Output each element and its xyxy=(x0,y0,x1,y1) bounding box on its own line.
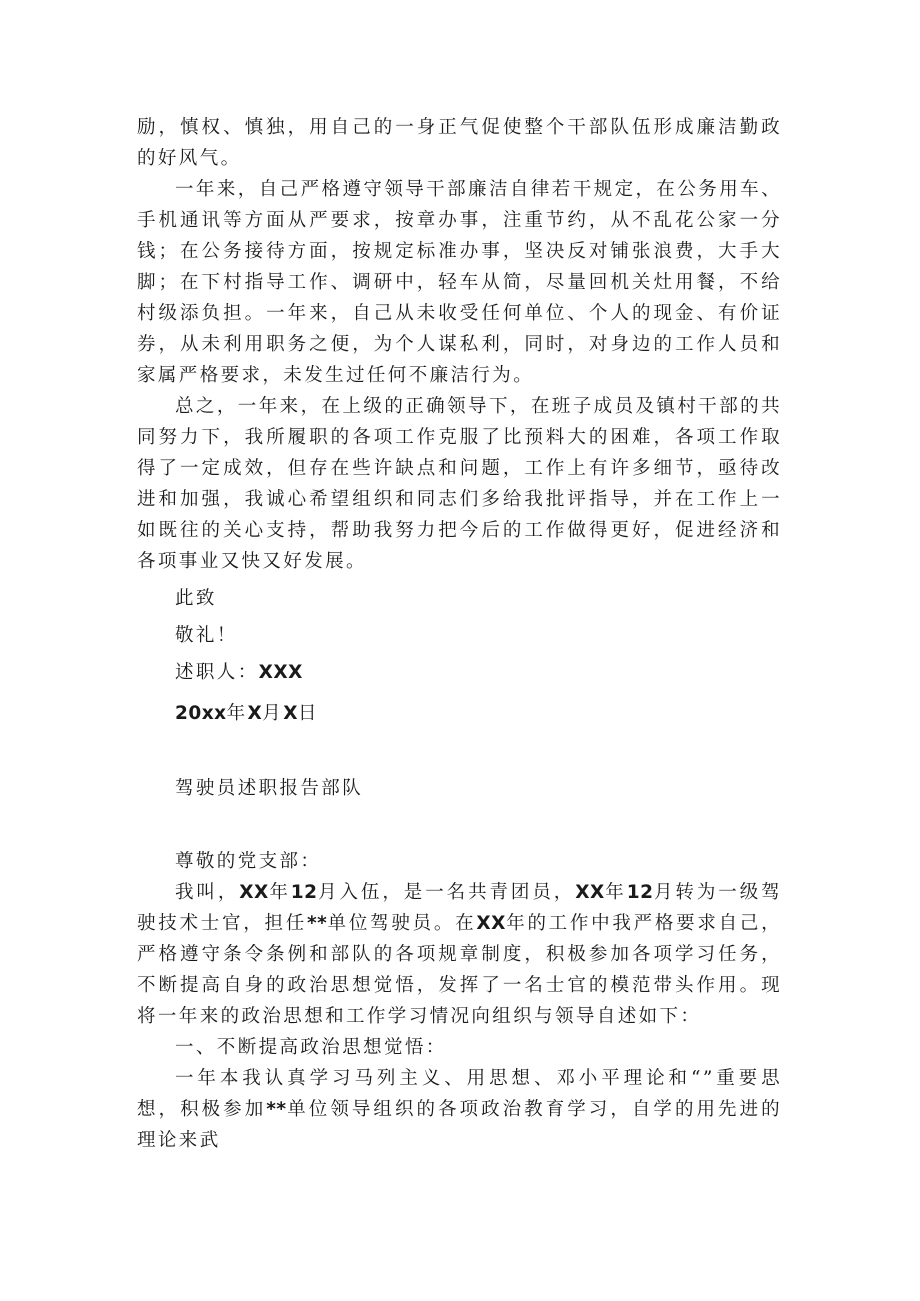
intro-year-2: XX xyxy=(575,882,605,903)
study-text-1: 一年本我认真学习马列主义、用思想、邓小平理论和“”重要思想，积极参加 xyxy=(137,1068,782,1120)
intro-year-3: XX xyxy=(476,913,506,934)
date-month-char: 月 xyxy=(262,703,284,724)
signer-name: XXX xyxy=(258,662,303,683)
signer-line xyxy=(137,657,782,688)
date-line xyxy=(137,698,782,729)
intro-text-6: 单位驾驶员。在 xyxy=(327,913,477,934)
study-stars: ** xyxy=(266,1099,287,1120)
paragraph-summary: 总之，一年来，在上级的正确领导下，在班子成员及镇村干部的共同努力下，我所履职的各项工作克服了比预料大的困难，各项工作取得了一定成效，但存在些许缺点和问题，工作上有许多细节，亟待改进和加强，我诚心希望组织和同志们多给我批评指导，并在工作上一如既往的关心支持，帮助我努力把今后的工作做得更好，促进经济和各项事业又快又好发展。 xyxy=(137,396,782,572)
date-day: X xyxy=(283,703,298,724)
paragraph-intro xyxy=(137,877,782,1032)
date-month: X xyxy=(247,703,263,724)
intro-text-7: 年的工作中我严格要求自己，严格遵守条令条例和部队的各项规章制度，积极参加各项学习任务，不断提高自身的政治思想觉悟，发挥了一名士官的模范带头作用。现将一年来的政治思想和工作学习情况向组织与领导自述如下： xyxy=(137,913,782,1027)
closing-line-2: 敬礼！ xyxy=(175,625,238,646)
document-body xyxy=(137,112,782,1156)
study-text-2: 单位领导组织的各项政治教育学习，自学的用先进的理论来武 xyxy=(137,1099,783,1151)
intro-text-2: 年 xyxy=(268,882,291,903)
section-heading: 一、不断提高政治思想觉悟： xyxy=(175,1037,447,1058)
paragraph-continuation: 励，慎权、慎独，用自己的一身正气促使整个干部队伍形成廉洁勤政的好风气。 xyxy=(137,117,782,169)
second-salutation: 尊敬的党支部： xyxy=(175,851,322,872)
date-day-char: 日 xyxy=(297,703,319,724)
signer-label: 述职人： xyxy=(175,662,259,683)
intro-month-2: 12 xyxy=(626,882,654,903)
intro-text-5: 月转为一级驾驶技术士官，担任 xyxy=(137,882,783,934)
paragraph-integrity: 一年来，自己严格遵守领导干部廉洁自律若干规定，在公务用车、手机通讯等方面从严要求，按章办事，注重节约，从不乱花公家一分钱；在公务接待方面，按规定标准办事，坚决反对铺张浪费，大手大脚；在下村指导工作、调研中，轻车从简，尽量回机关灶用餐，不给村级添负担。一年来，自己从未收受任何单位、个人的现金、有价证券，从未利用职务之便，为个人谋私利，同时，对身边的工作人员和家属严格要求，未发生过任何不廉洁行为。 xyxy=(137,179,782,386)
date-year: 20xx xyxy=(175,703,227,724)
intro-stars-1: ** xyxy=(306,913,328,934)
intro-year-1: XX xyxy=(239,882,269,903)
second-report-title: 驾驶员述职报告部队 xyxy=(175,778,364,799)
intro-text-3: 月入伍，是一名共青团员， xyxy=(317,882,576,903)
paragraph-political-study xyxy=(137,1063,782,1156)
intro-month-1: 12 xyxy=(290,882,318,903)
date-year-char: 年 xyxy=(226,703,248,724)
intro-text-1: 我叫， xyxy=(175,882,240,903)
closing-line-1: 此致 xyxy=(175,588,217,609)
intro-text-4: 年 xyxy=(604,882,627,903)
